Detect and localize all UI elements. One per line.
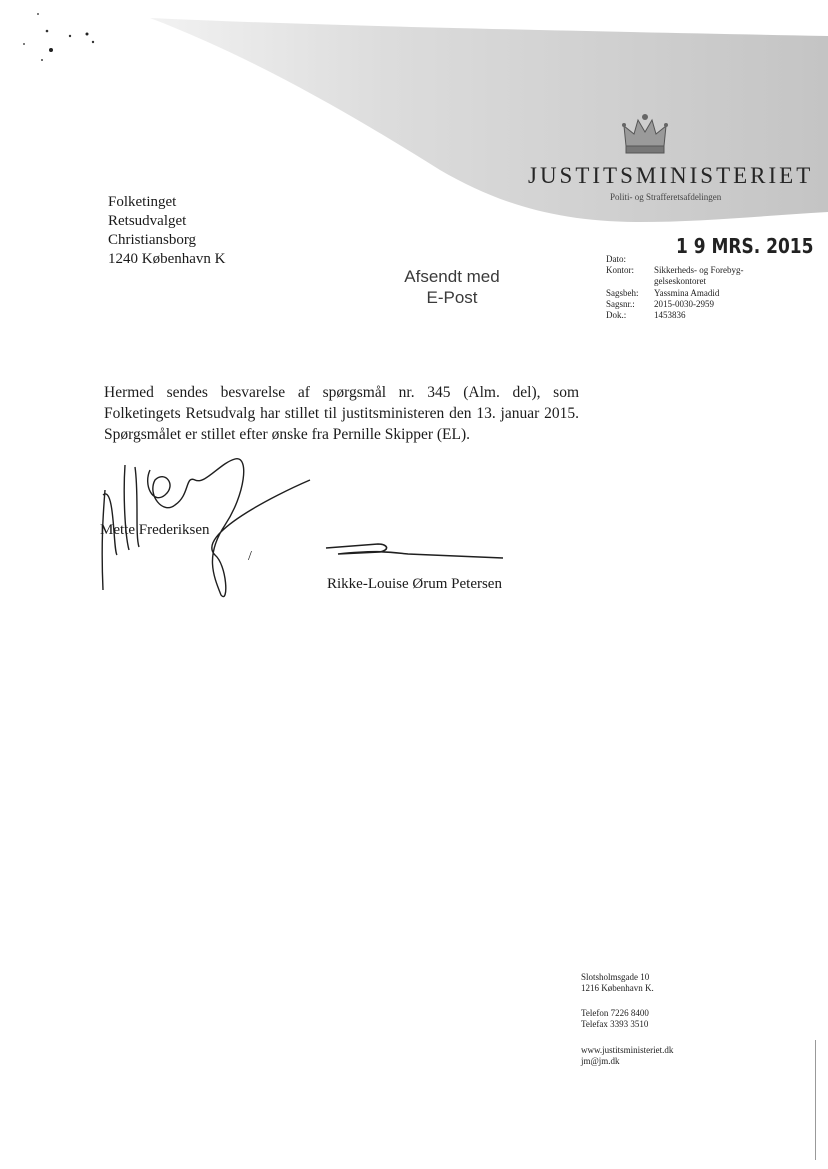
footer-fax: Telefax 3393 3510	[581, 1019, 649, 1029]
signature-right	[318, 540, 518, 570]
footer-city: 1216 København K.	[581, 983, 654, 993]
case-number-value: 2015-0030-2959	[654, 299, 714, 309]
date-stamp: 1 9 MRS. 2015	[676, 234, 814, 258]
recipient-line: Retsudvalget	[108, 213, 187, 229]
signer-left-name: Mette Frederiksen	[100, 522, 210, 538]
sent-stamp-line1: Afsendt med	[404, 267, 500, 286]
recipient-line: 1240 København K	[108, 251, 226, 267]
footer-street: Slotsholmsgade 10	[581, 972, 650, 982]
document-value: 1453836	[654, 310, 686, 320]
document-label: Dok.:	[606, 310, 627, 320]
recipient-line: Christiansborg	[108, 232, 197, 248]
footer-phone: Telefon 7226 8400	[581, 1008, 649, 1018]
signature-separator: /	[248, 549, 252, 564]
footer-email: jm@jm.dk	[581, 1056, 620, 1066]
office-value-cont: gelseskontoret	[654, 276, 706, 286]
ministry-name: JUSTITSMINISTERIET	[528, 163, 814, 188]
recipient-line: Folketinget	[108, 194, 177, 210]
department-name: Politi- og Strafferetsafdelingen	[610, 192, 722, 202]
crown-icon	[620, 112, 670, 158]
recipient-address	[108, 193, 225, 269]
scan-edge-line	[815, 1040, 816, 1160]
letter-body: Hermed sendes besvarelse af spørgsmål nr. 345 (Alm. del), som Folketingets Retsudvalg har stillet til justitsministeren den 13. januar 2015. Spørgsmålet er stillet efter ønske fra Pernille Skipper (EL).	[104, 384, 579, 443]
signer-right-name: Rikke-Louise Ørum Petersen	[327, 576, 502, 592]
caseworker-label: Sagsbeh:	[606, 288, 639, 298]
sent-stamp-line2: E-Post	[426, 288, 478, 307]
office-label: Kontor:	[606, 265, 634, 275]
case-number-label: Sagsnr.:	[606, 299, 635, 309]
office-value: Sikkerheds- og Forebyg-	[654, 265, 744, 275]
date-label: Dato:	[606, 254, 626, 264]
caseworker-value: Yassmina Amadid	[654, 288, 720, 298]
sent-stamp	[372, 266, 532, 308]
scan-specks	[0, 0, 120, 70]
footer-website: www.justitsministeriet.dk	[581, 1045, 674, 1055]
